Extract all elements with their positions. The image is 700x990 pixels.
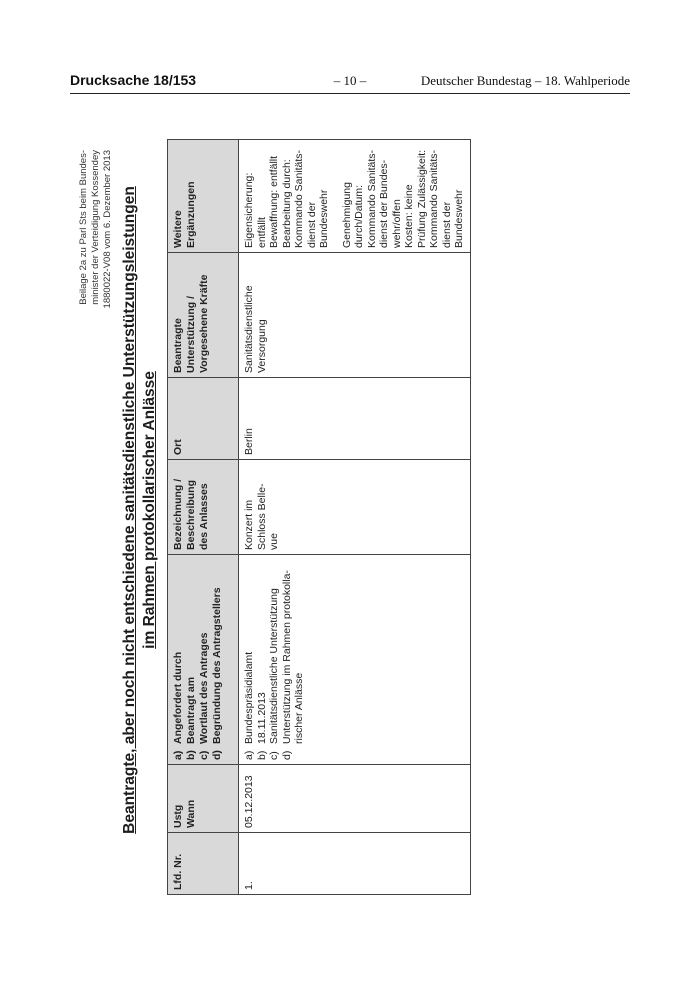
- title-line: im Rahmen protokollarischer Anlässe: [141, 371, 158, 649]
- header-a: Angefordert durch: [172, 651, 184, 744]
- header-wann: Wann: [185, 799, 197, 828]
- row-weitere: [239, 140, 471, 253]
- scanned-attachment: [60, 100, 640, 920]
- weitere-genehmigung: Genehmigung durch/Datum: Kommando Sanitäts- dienst der Bundes- wehr/offen: [340, 149, 403, 248]
- weitere-pruefung: Prüfung Zulässigkeit: Kommando Sanitäts- dienst der Bundeswehr: [415, 149, 465, 248]
- header-weitere: Weitere Ergänzungen: [168, 140, 239, 253]
- attachment-reference: [78, 150, 114, 450]
- page-header: [70, 70, 630, 92]
- publisher-line: Deutscher Bundestag – 18. Wahlperiode: [420, 73, 630, 88]
- header-bezeichnung: Bezeichnung / Beschreibung des Anlasses: [168, 460, 239, 555]
- header-kraefte: Beantragte Unterstützung / Vorgesehene Kräfte: [168, 253, 239, 378]
- weitere-kosten: Kosten: keine: [403, 184, 415, 248]
- table-row: [239, 140, 471, 895]
- header-nr: Lfd. Nr.: [168, 833, 239, 895]
- requests-table: [167, 139, 471, 895]
- row-b: 18.11.2013: [255, 692, 268, 744]
- header-d: Begründung des Antragstellers: [211, 587, 223, 744]
- header-ort: Ort: [168, 378, 239, 460]
- row-c: Sanitätsdienstliche Unterstützung: [268, 588, 280, 744]
- header-ustg-wann: [168, 765, 239, 833]
- row-nr: 1.: [239, 833, 471, 895]
- header-request-details: a)Angefordert durch b)Beantragt am c)Wortlaut des Antrages d)Begründung des Antragstellers: [168, 555, 239, 765]
- weitere-bewaffnung: Bewaffnung: entfällt: [268, 155, 280, 248]
- header-c: Wortlaut des Antrages: [198, 632, 210, 744]
- row-d: Unterstützung im Rahmen protokolla- rischer Anlässe: [280, 570, 305, 744]
- page-number: – 10 –: [333, 73, 367, 88]
- attachment-line: Beilage 2a zu Parl Sts beim Bundes-: [78, 150, 89, 305]
- attachment-line: minister der Verteidigung Kossendey: [90, 150, 101, 305]
- weitere-eigensicherung: Eigensicherung: entfällt: [243, 172, 268, 248]
- header-b: Beantragt am: [185, 676, 197, 744]
- row-bezeichnung: Konzert im Schloss Belle- vue: [239, 460, 471, 555]
- weitere-bearbeitung: Bearbeitung durch: Kommando Sanitäts- dienst der Bundeswehr: [280, 149, 330, 248]
- header-rule: [70, 93, 630, 94]
- header-ustg: Ustg: [172, 804, 184, 828]
- row-wann: 05.12.2013: [239, 765, 471, 833]
- document-number: Drucksache 18/153: [70, 72, 197, 88]
- row-ort: Berlin: [239, 378, 471, 460]
- title-line: Beantragte, aber noch nicht entschiedene sanitätsdienstliche Unterstützungsleistungen: [121, 186, 138, 834]
- row-kraefte: Sanitätsdienstliche Versorgung: [239, 253, 471, 378]
- row-request-details: a)Bundespräsidialamt b)18.11.2013 c)Sanitätsdienstliche Unterstützung d)Unterstützung im Rahmen protokolla- rischer Anlässe: [239, 555, 471, 765]
- rotated-landscape-page: [60, 100, 640, 920]
- row-a: Bundespräsidialamt: [243, 651, 255, 744]
- table-header-row: [168, 140, 239, 895]
- attachment-line: 1880022-V08 vom 6. Dezember 2013: [102, 150, 113, 309]
- document-title: [120, 100, 160, 920]
